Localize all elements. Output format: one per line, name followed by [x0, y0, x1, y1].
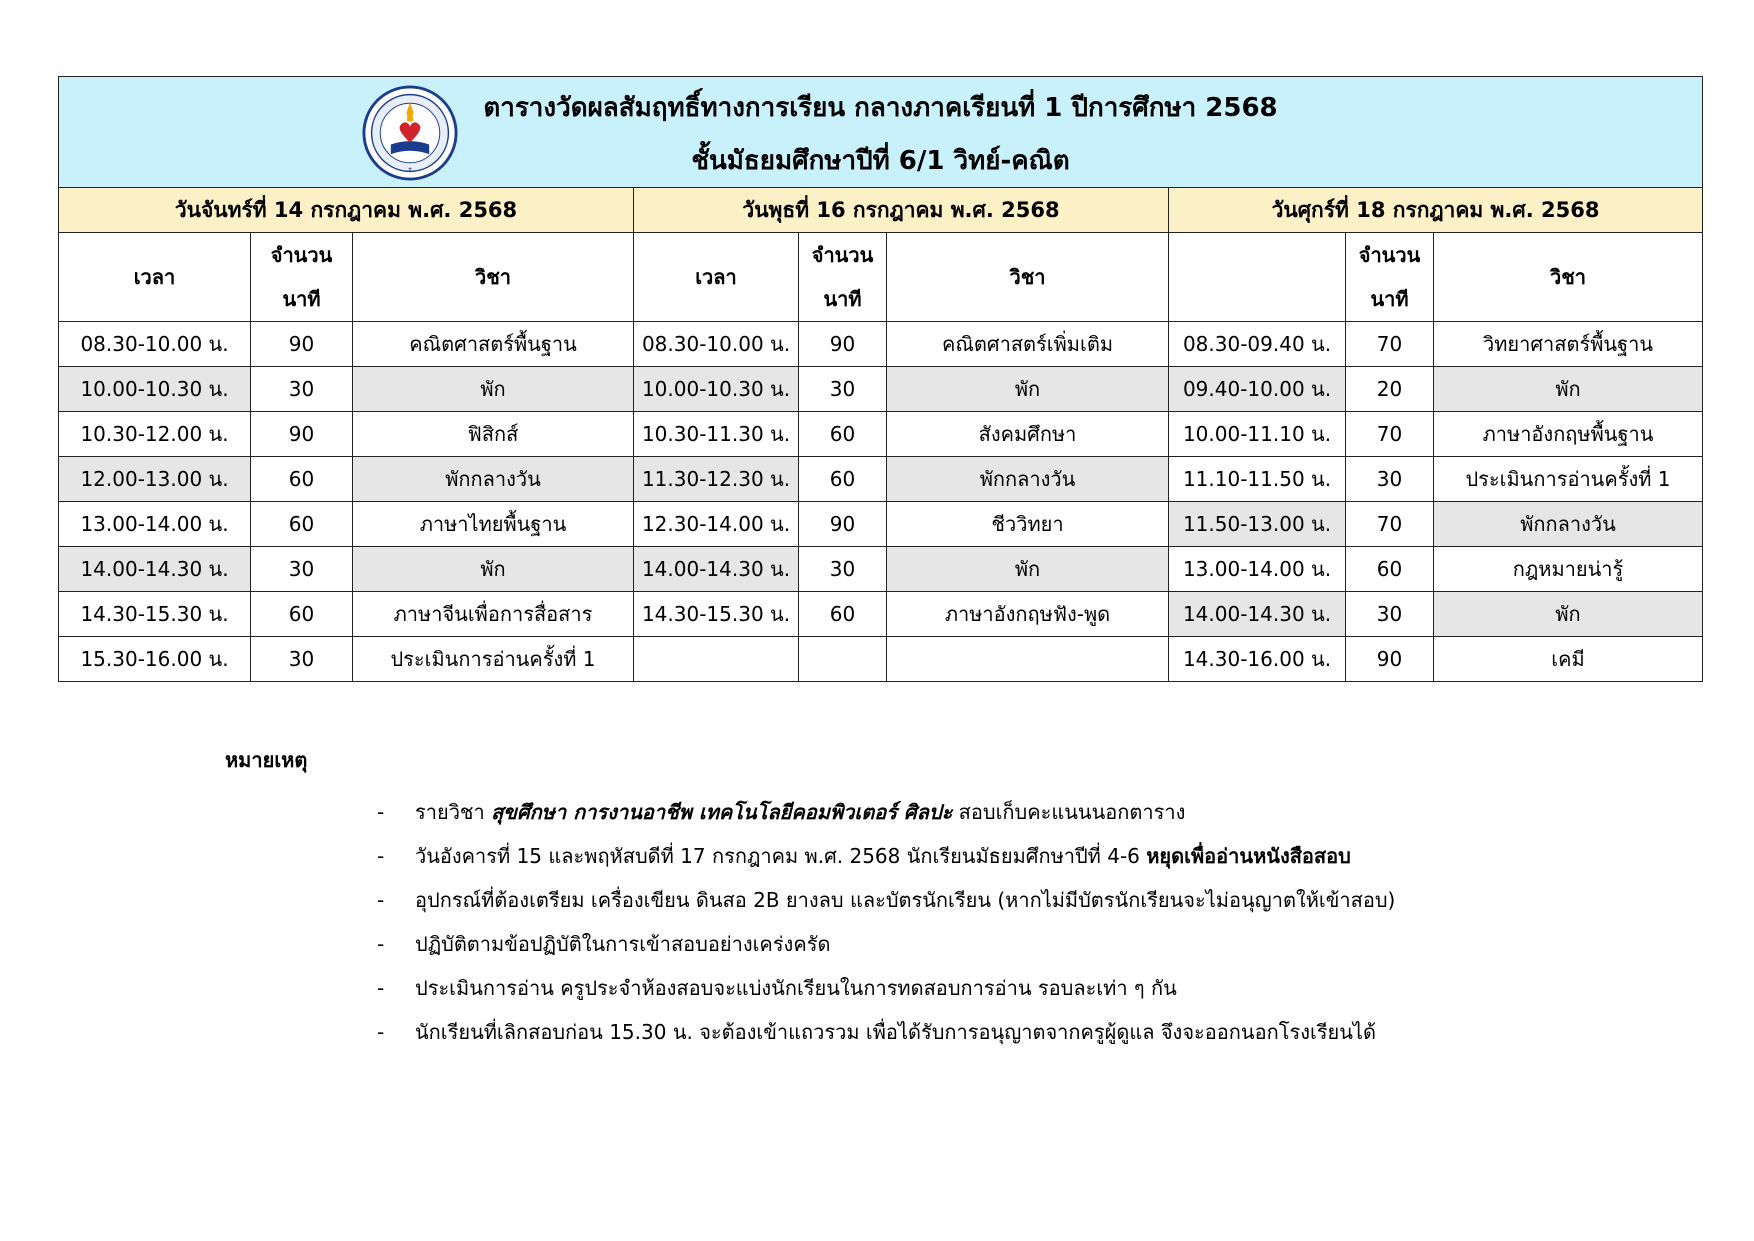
cell-subject: เคมี	[1434, 637, 1703, 682]
note-item	[225, 922, 1525, 966]
cell-subject: ฟิสิกส์	[353, 412, 634, 457]
cell-subject	[887, 637, 1169, 682]
cell-minutes: 70	[1346, 502, 1434, 547]
cell-minutes: 90	[251, 322, 353, 367]
cell-minutes: 30	[799, 367, 887, 412]
cell-minutes: 20	[1346, 367, 1434, 412]
cell-time: 14.00-14.30 น.	[59, 547, 251, 592]
note-text-emphasis: สุขศึกษา การงานอาชีพ เทคโนโลยีคอมพิวเตอร์ ศิลปะ	[491, 800, 953, 824]
col-header-subject: วิชา	[887, 233, 1169, 322]
cell-time: 09.40-10.00 น.	[1169, 367, 1346, 412]
col-header-time: เวลา	[59, 233, 251, 322]
cell-subject: ภาษาไทยพื้นฐาน	[353, 502, 634, 547]
note-item	[225, 790, 1525, 834]
cell-time: 12.00-13.00 น.	[59, 457, 251, 502]
cell-minutes: 60	[799, 412, 887, 457]
svg-text:✝: ✝	[407, 167, 413, 174]
col-header-time: เวลา	[634, 233, 799, 322]
exam-schedule-sheet	[58, 76, 1702, 682]
cell-minutes: 30	[1346, 592, 1434, 637]
cell-subject: สังคมศึกษา	[887, 412, 1169, 457]
day-header-monday: วันจันทร์ที่ 14 กรกฎาคม พ.ศ. 2568	[59, 188, 634, 233]
day-header-wednesday: วันพุธที่ 16 กรกฎาคม พ.ศ. 2568	[634, 188, 1169, 233]
note-text: อุปกรณ์ที่ต้องเตรียม เครื่องเขียน ดินสอ 2B ยางลบ และบัตรนักเรียน (หากไม่มีบัตรนักเรียนจะไม่อนุญาตให้เข้าสอบ)	[415, 888, 1396, 912]
table-row	[59, 637, 1703, 682]
note-dash: -	[377, 844, 385, 868]
note-text: นักเรียนที่เลิกสอบก่อน 15.30 น. จะต้องเข้าแถวรวม เพื่อได้รับการอนุญาตจากครูผู้ดูแล จึงจะออกนอกโรงเรียนได้	[415, 1020, 1376, 1044]
cell-time	[634, 637, 799, 682]
cell-subject: พักกลางวัน	[887, 457, 1169, 502]
notes-title: หมายเหตุ	[225, 748, 308, 772]
cell-subject: ภาษาอังกฤษฟัง-พูด	[887, 592, 1169, 637]
cell-subject: พัก	[887, 547, 1169, 592]
cell-time: 10.30-11.30 น.	[634, 412, 799, 457]
cell-time: 10.30-12.00 น.	[59, 412, 251, 457]
table-row	[59, 367, 1703, 412]
cell-minutes: 60	[1346, 547, 1434, 592]
cell-time: 13.00-14.00 น.	[59, 502, 251, 547]
cell-time: 10.00-10.30 น.	[634, 367, 799, 412]
cell-subject: พัก	[353, 547, 634, 592]
col-header-minutes-line1: จำนวน	[1358, 243, 1421, 267]
cell-minutes: 30	[251, 367, 353, 412]
schedule-table	[58, 76, 1703, 682]
day-header-friday: วันศุกร์ที่ 18 กรกฎาคม พ.ศ. 2568	[1169, 188, 1703, 233]
cell-minutes: 70	[1346, 322, 1434, 367]
col-header-subject: วิชา	[1434, 233, 1703, 322]
cell-subject: พักกลางวัน	[353, 457, 634, 502]
note-dash: -	[377, 888, 385, 912]
table-row	[59, 547, 1703, 592]
note-dash: -	[377, 932, 385, 956]
col-header-minutes-line2: นาที	[1370, 287, 1409, 311]
cell-minutes: 30	[251, 547, 353, 592]
col-header-time	[1169, 233, 1346, 322]
note-dash: -	[377, 976, 385, 1000]
title-banner	[59, 77, 1703, 188]
note-item	[225, 878, 1525, 922]
cell-minutes: 60	[251, 502, 353, 547]
cell-minutes: 30	[251, 637, 353, 682]
cell-minutes: 90	[799, 502, 887, 547]
cell-minutes: 90	[251, 412, 353, 457]
note-item	[225, 1010, 1525, 1054]
cell-time: 14.30-15.30 น.	[634, 592, 799, 637]
note-text: ประเมินการอ่าน ครูประจำห้องสอบจะแบ่งนักเรียนในการทดสอบการอ่าน รอบละเท่า ๆ กัน	[415, 976, 1177, 1000]
cell-minutes: 60	[799, 457, 887, 502]
cell-time: 11.10-11.50 น.	[1169, 457, 1346, 502]
cell-time: 15.30-16.00 น.	[59, 637, 251, 682]
note-text-emphasis: หยุดเพื่ออ่านหนังสือสอบ	[1146, 844, 1351, 868]
cell-time: 11.30-12.30 น.	[634, 457, 799, 502]
note-text: รายวิชา	[415, 800, 492, 824]
cell-time: 14.30-16.00 น.	[1169, 637, 1346, 682]
cell-subject: คณิตศาสตร์พื้นฐาน	[353, 322, 634, 367]
cell-subject: พักกลางวัน	[1434, 502, 1703, 547]
cell-time: 11.50-13.00 น.	[1169, 502, 1346, 547]
col-header-minutes	[1346, 233, 1434, 322]
cell-subject: วิทยาศาสตร์พื้นฐาน	[1434, 322, 1703, 367]
note-dash: -	[377, 800, 385, 824]
cell-subject: ชีววิทยา	[887, 502, 1169, 547]
note-text: สอบเก็บคะแนนนอกตาราง	[952, 800, 1186, 824]
cell-minutes: 90	[799, 322, 887, 367]
cell-time: 08.30-10.00 น.	[634, 322, 799, 367]
cell-minutes	[799, 637, 887, 682]
col-header-minutes-line2: นาที	[282, 287, 321, 311]
note-text: วันอังคารที่ 15 และพฤหัสบดีที่ 17 กรกฎาคม พ.ศ. 2568 นักเรียนมัธยมศึกษาปีที่ 4-6	[415, 844, 1147, 868]
cell-subject: พัก	[887, 367, 1169, 412]
col-header-minutes	[251, 233, 353, 322]
table-row	[59, 592, 1703, 637]
page-title: ตารางวัดผลสัมฤทธิ์ทางการเรียน กลางภาคเรียนที่ 1 ปีการศึกษา 2568	[483, 93, 1278, 123]
notes-section	[225, 744, 1525, 1054]
cell-subject: ประเมินการอ่านครั้งที่ 1	[1434, 457, 1703, 502]
cell-subject: คณิตศาสตร์เพิ่มเติม	[887, 322, 1169, 367]
cell-time: 14.00-14.30 น.	[1169, 592, 1346, 637]
cell-time: 10.00-10.30 น.	[59, 367, 251, 412]
cell-minutes: 60	[799, 592, 887, 637]
cell-time: 12.30-14.00 น.	[634, 502, 799, 547]
table-row	[59, 457, 1703, 502]
cell-time: 13.00-14.00 น.	[1169, 547, 1346, 592]
cell-subject: ประเมินการอ่านครั้งที่ 1	[353, 637, 634, 682]
cell-subject: ภาษาอังกฤษพื้นฐาน	[1434, 412, 1703, 457]
col-header-minutes-line1: จำนวน	[811, 243, 874, 267]
note-item	[225, 966, 1525, 1010]
cell-subject: ภาษาจีนเพื่อการสื่อสาร	[353, 592, 634, 637]
note-text: ปฏิบัติตามข้อปฏิบัติในการเข้าสอบอย่างเคร่งครัด	[415, 932, 831, 956]
cell-subject: พัก	[1434, 367, 1703, 412]
cell-subject: กฎหมายน่ารู้	[1434, 547, 1703, 592]
cell-minutes: 30	[1346, 457, 1434, 502]
note-item	[225, 834, 1525, 878]
cell-minutes: 30	[799, 547, 887, 592]
col-header-minutes-line1: จำนวน	[270, 243, 333, 267]
table-row	[59, 412, 1703, 457]
cell-time: 14.00-14.30 น.	[634, 547, 799, 592]
table-row	[59, 502, 1703, 547]
cell-time: 08.30-09.40 น.	[1169, 322, 1346, 367]
cell-subject: พัก	[1434, 592, 1703, 637]
cell-time: 14.30-15.30 น.	[59, 592, 251, 637]
cell-time: 10.00-11.10 น.	[1169, 412, 1346, 457]
page-subtitle: ชั้นมัธยมศึกษาปีที่ 6/1 วิทย์-คณิต	[691, 146, 1070, 176]
col-header-minutes-line2: นาที	[823, 287, 862, 311]
col-header-subject: วิชา	[353, 233, 634, 322]
cell-minutes: 70	[1346, 412, 1434, 457]
cell-minutes: 90	[1346, 637, 1434, 682]
cell-minutes: 60	[251, 457, 353, 502]
table-row	[59, 322, 1703, 367]
note-dash: -	[377, 1020, 385, 1044]
cell-subject: พัก	[353, 367, 634, 412]
col-header-minutes	[799, 233, 887, 322]
cell-minutes: 60	[251, 592, 353, 637]
cell-time: 08.30-10.00 น.	[59, 322, 251, 367]
